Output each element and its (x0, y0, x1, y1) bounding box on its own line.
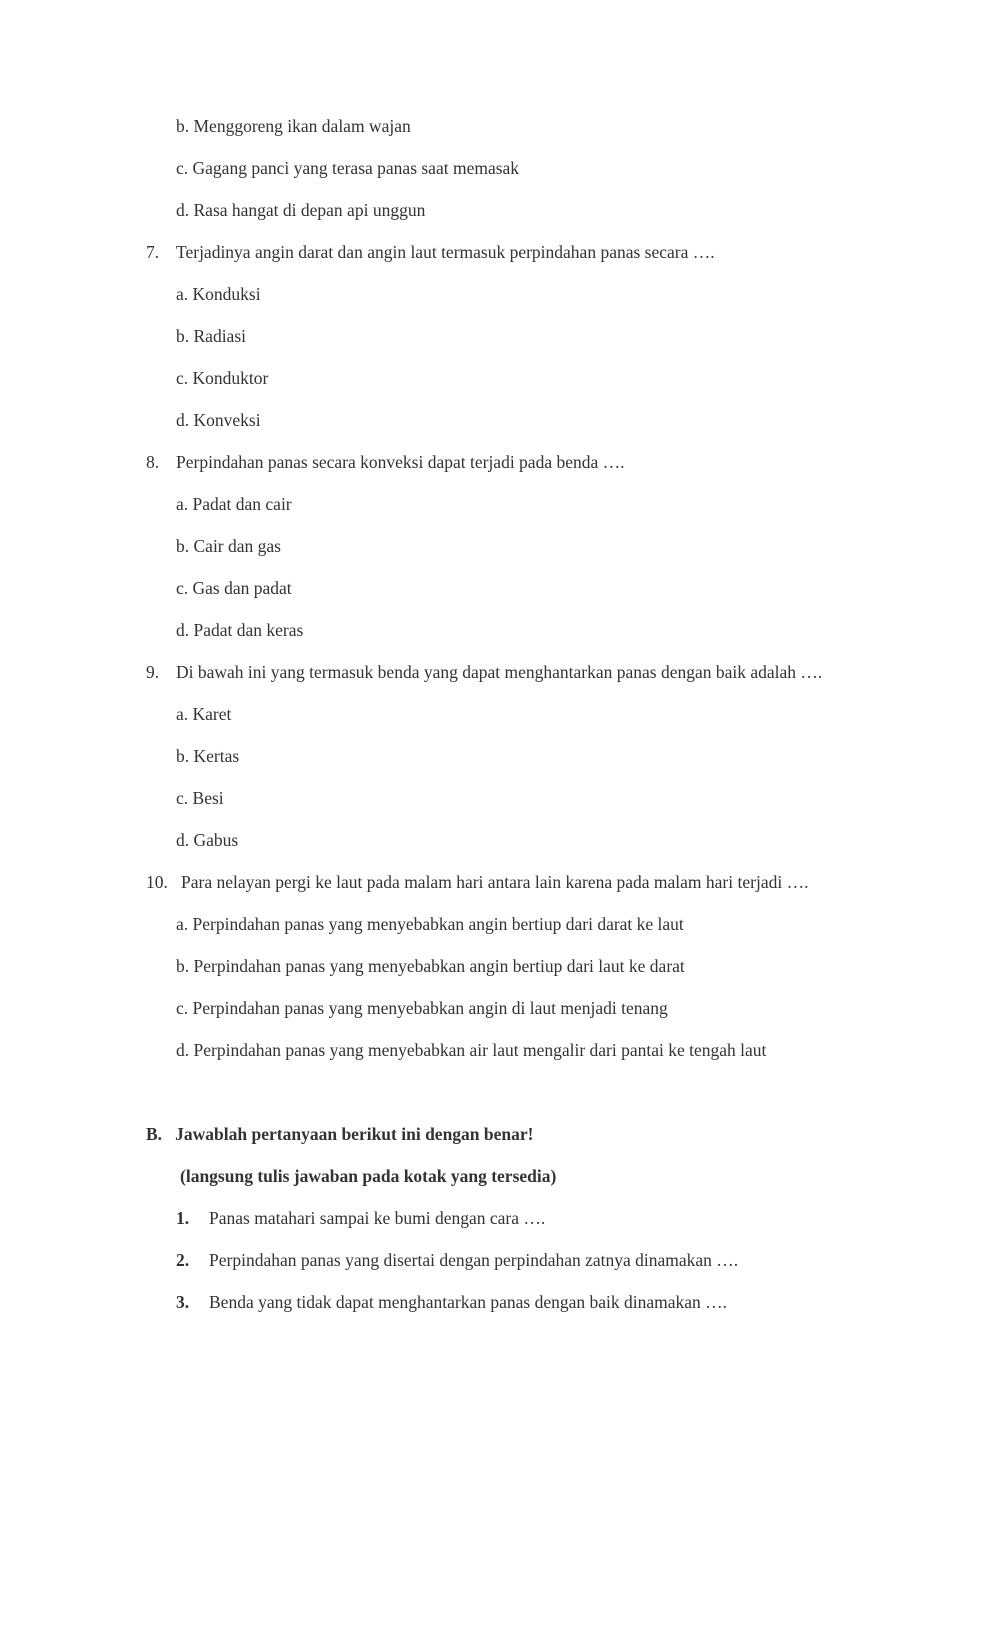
b-q2-number: 2. (176, 1250, 190, 1270)
q10-option-b: b. Perpindahan panas yang menyebabkan angin bertiup dari laut ke darat (176, 956, 685, 976)
q10-number: 10. (146, 872, 168, 892)
q8-option-b: b. Cair dan gas (176, 536, 281, 556)
b-q2-text: Perpindahan panas yang disertai dengan perpindahan zatnya dinamakan …. (209, 1250, 739, 1270)
b-q1-number: 1. (176, 1208, 190, 1228)
b-q3-number: 3. (176, 1292, 190, 1312)
q10-text: Para nelayan pergi ke laut pada malam hari antara lain karena pada malam hari terjadi …. (181, 872, 809, 892)
q9-number: 9. (146, 662, 160, 682)
q7-option-b: b. Radiasi (176, 326, 246, 346)
q7-text: Terjadinya angin darat dan angin laut termasuk perpindahan panas secara …. (176, 242, 715, 262)
q9-option-d: d. Gabus (176, 830, 239, 850)
q7-number: 7. (146, 242, 160, 262)
q8-option-a: a. Padat dan cair (176, 494, 292, 514)
q7-option-d: d. Konveksi (176, 410, 261, 430)
q6-option-d: d. Rasa hangat di depan api unggun (176, 200, 426, 220)
q10-option-c: c. Perpindahan panas yang menyebabkan angin di laut menjadi tenang (176, 998, 668, 1018)
q8-number: 8. (146, 452, 160, 472)
b-q1-text: Panas matahari sampai ke bumi dengan cara …. (209, 1208, 546, 1228)
b-q3-text: Benda yang tidak dapat menghantarkan panas dengan baik dinamakan …. (209, 1292, 728, 1312)
q6-option-b: b. Menggoreng ikan dalam wajan (176, 116, 411, 136)
q7-option-c: c. Konduktor (176, 368, 269, 388)
q9-option-b: b. Kertas (176, 746, 240, 766)
q8-option-d: d. Padat dan keras (176, 620, 304, 640)
q6-option-c: c. Gagang panci yang terasa panas saat memasak (176, 158, 520, 178)
q10-option-a: a. Perpindahan panas yang menyebabkan angin bertiup dari darat ke laut (176, 914, 684, 934)
q9-option-c: c. Besi (176, 788, 224, 808)
section-b-heading: B. Jawablah pertanyaan berikut ini dengan benar! (146, 1124, 534, 1144)
q9-option-a: a. Karet (176, 704, 232, 724)
q10-option-d: d. Perpindahan panas yang menyebabkan air laut mengalir dari pantai ke tengah laut (176, 1040, 767, 1060)
section-b-subheading: (langsung tulis jawaban pada kotak yang tersedia) (180, 1166, 557, 1186)
q9-text: Di bawah ini yang termasuk benda yang dapat menghantarkan panas dengan baik adalah …. (176, 662, 823, 682)
q8-option-c: c. Gas dan padat (176, 578, 292, 598)
q7-option-a: a. Konduksi (176, 284, 261, 304)
q8-text: Perpindahan panas secara konveksi dapat terjadi pada benda …. (176, 452, 625, 472)
